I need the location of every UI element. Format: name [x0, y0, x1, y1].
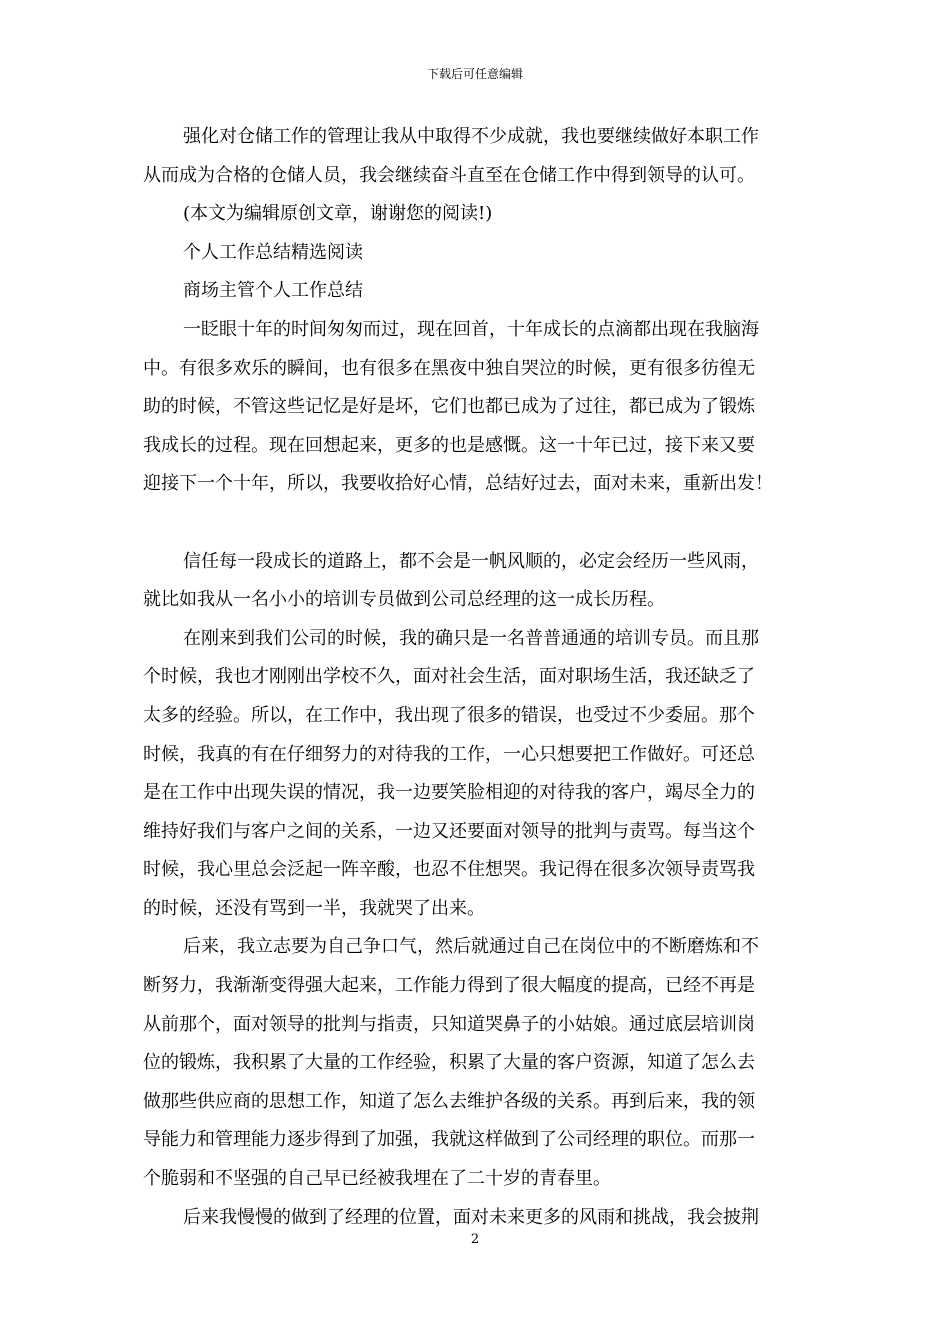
document-body: [143, 118, 813, 1237]
paragraph-line: 我成长的过程。现在回想起来，更多的也是感慨。这一十年已过，接下来又要: [143, 434, 755, 456]
paragraph-line: 一眨眼十年的时间匆匆而过，现在回首，十年成长的点滴都出现在我脑海: [183, 318, 759, 340]
paragraph-line: 强化对仓储工作的管理让我从中取得不少成就，我也要继续做好本职工作: [183, 126, 759, 147]
paragraph-line: 中。有很多欢乐的瞬间，也有很多在黑夜中独自哭泣的时候，更有很多彷徨无: [143, 357, 755, 379]
paragraph-line: 个脆弱和不坚强的自己早已经被我埋在了二十岁的青春里。: [143, 1168, 611, 1190]
paragraph-line: 后来，我立志要为自己争口气，然后就通过自己在岗位中的不断磨炼和不: [183, 936, 759, 958]
paragraph-line: 维持好我们与客户之间的关系，一边又还要面对领导的批判与责骂。每当这个: [143, 820, 755, 842]
paragraph-line: 导能力和管理能力逐步得到了加强，我就这样做到了公司经理的职位。而那一: [143, 1129, 755, 1151]
paragraph-line: 是在工作中出现失误的情况，我一边要笑脸相迎的对待我的客户，竭尽全力的: [143, 782, 755, 804]
article-title: 商场主管个人工作总结: [183, 280, 363, 302]
paragraph-line: 信任每一段成长的道路上，都不会是一帆风顺的，必定会经历一些风雨，: [183, 550, 759, 572]
blank-line: [143, 504, 813, 543]
paragraph-line: 时候，我心里总会泛起一阵辛酸，也忍不住想哭。我记得在很多次领导责骂我: [143, 859, 755, 881]
section-title: 个人工作总结精选阅读: [183, 241, 363, 263]
paragraph-line: 的时候，还没有骂到一半，我就哭了出来。: [143, 897, 485, 919]
editor-note: (本文为编辑原创文章，谢谢您的阅读!): [183, 203, 493, 225]
paragraph-line: 助的时候，不管这些记忆是好是坏，它们也都已成为了过往，都已成为了锻炼: [143, 396, 755, 418]
paragraph-line: 断努力，我渐渐变得强大起来，工作能力得到了很大幅度的提高，已经不再是: [143, 975, 755, 997]
paragraph-line: 时候，我真的有在仔细努力的对待我的工作，一心只想要把工作做好。可还总: [143, 743, 755, 765]
paragraph-line: 位的锻炼，我积累了大量的工作经验，积累了大量的客户资源，知道了怎么去: [143, 1052, 755, 1074]
paragraph-line: 从而成为合格的仓储人员，我会继续奋斗直至在仓储工作中得到领导的认可。: [143, 164, 755, 186]
page-header: 下载后可任意编辑: [426, 67, 523, 81]
paragraph-line: 个时候，我也才刚刚出学校不久，面对社会生活，面对职场生活，我还缺乏了: [143, 666, 755, 688]
paragraph-line: 做那些供应商的思想工作，知道了怎么去维护各级的关系。再到后来，我的领: [143, 1090, 755, 1112]
page-number: 2: [470, 1232, 480, 1247]
paragraph-line: 在刚来到我们公司的时候，我的确只是一名普普通通的培训专员。而且那: [183, 627, 759, 649]
paragraph-line: 就比如我从一名小小的培训专员做到公司总经理的这一成长历程。: [143, 589, 665, 611]
paragraph-line: 从前那个，面对领导的批判与指责，只知道哭鼻子的小姑娘。通过底层培训岗: [143, 1013, 755, 1035]
paragraph-line: 迎接下一个十年，所以，我要收拾好心情，总结好过去，面对未来，重新出发！: [143, 473, 773, 495]
paragraph-line: 后来我慢慢的做到了经理的位置，面对未来更多的风雨和挑战，我会披荆: [183, 1206, 759, 1228]
paragraph-line: 太多的经验。所以，在工作中，我出现了很多的错误，也受过不少委屈。那个: [143, 704, 755, 726]
